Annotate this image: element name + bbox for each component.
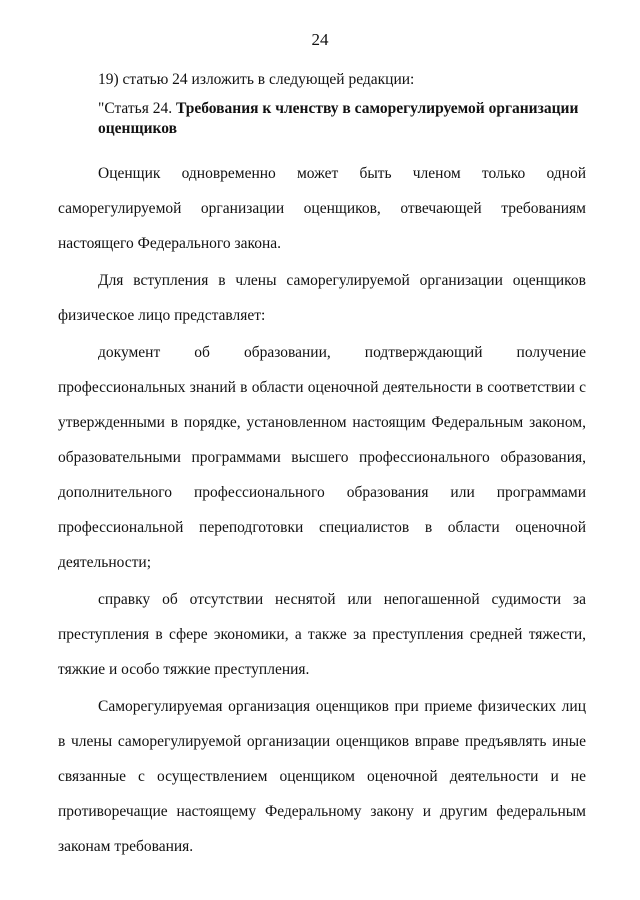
- paragraph-criminal-record: справку об отсутствии неснятой или непогашенной судимости за преступления в сфере экономики, а также за преступления средней тяжести, тяжкие и особо тяжкие преступления.: [58, 591, 586, 678]
- page-number: 24: [311, 30, 329, 49]
- article-title: Требования к членству в саморегулируемой организации оценщиков: [98, 100, 579, 137]
- paragraph-education-document: документ об образовании, подтверждающий получение профессиональных знаний в области оценочной деятельности в соответствии с утвержденными в порядке, установленном настоящим Федеральным законом, образовательными программами высшего профессионального образования, дополнительного профессионального образования или программами профессиональной переподготовки специалистов в области оценочной деятельности;: [58, 344, 586, 571]
- paragraph-other-requirements: Саморегулируемая организация оценщиков при приеме физических лиц в члены саморегулируемой организации оценщиков вправе предъявлять иные связанные с осуществлением оценщиком оценочной деятельности и не противоречащие настоящему Федеральному закону и другим федеральным законам требования.: [58, 698, 586, 855]
- paragraph-joining-requirements: Для вступления в члены саморегулируемой организации оценщиков физическое лицо представляет:: [58, 272, 586, 324]
- intro-paragraph: 19) статью 24 изложить в следующей редакции:: [98, 71, 415, 88]
- article-heading: [58, 99, 586, 139]
- article-prefix: "Статья 24.: [98, 100, 176, 117]
- document-body: [58, 62, 586, 864]
- paragraph-member-only-one: Оценщик одновременно может быть членом только одной саморегулируемой организации оценщиков, отвечающей требованиям настоящего Федерального закона.: [58, 165, 586, 252]
